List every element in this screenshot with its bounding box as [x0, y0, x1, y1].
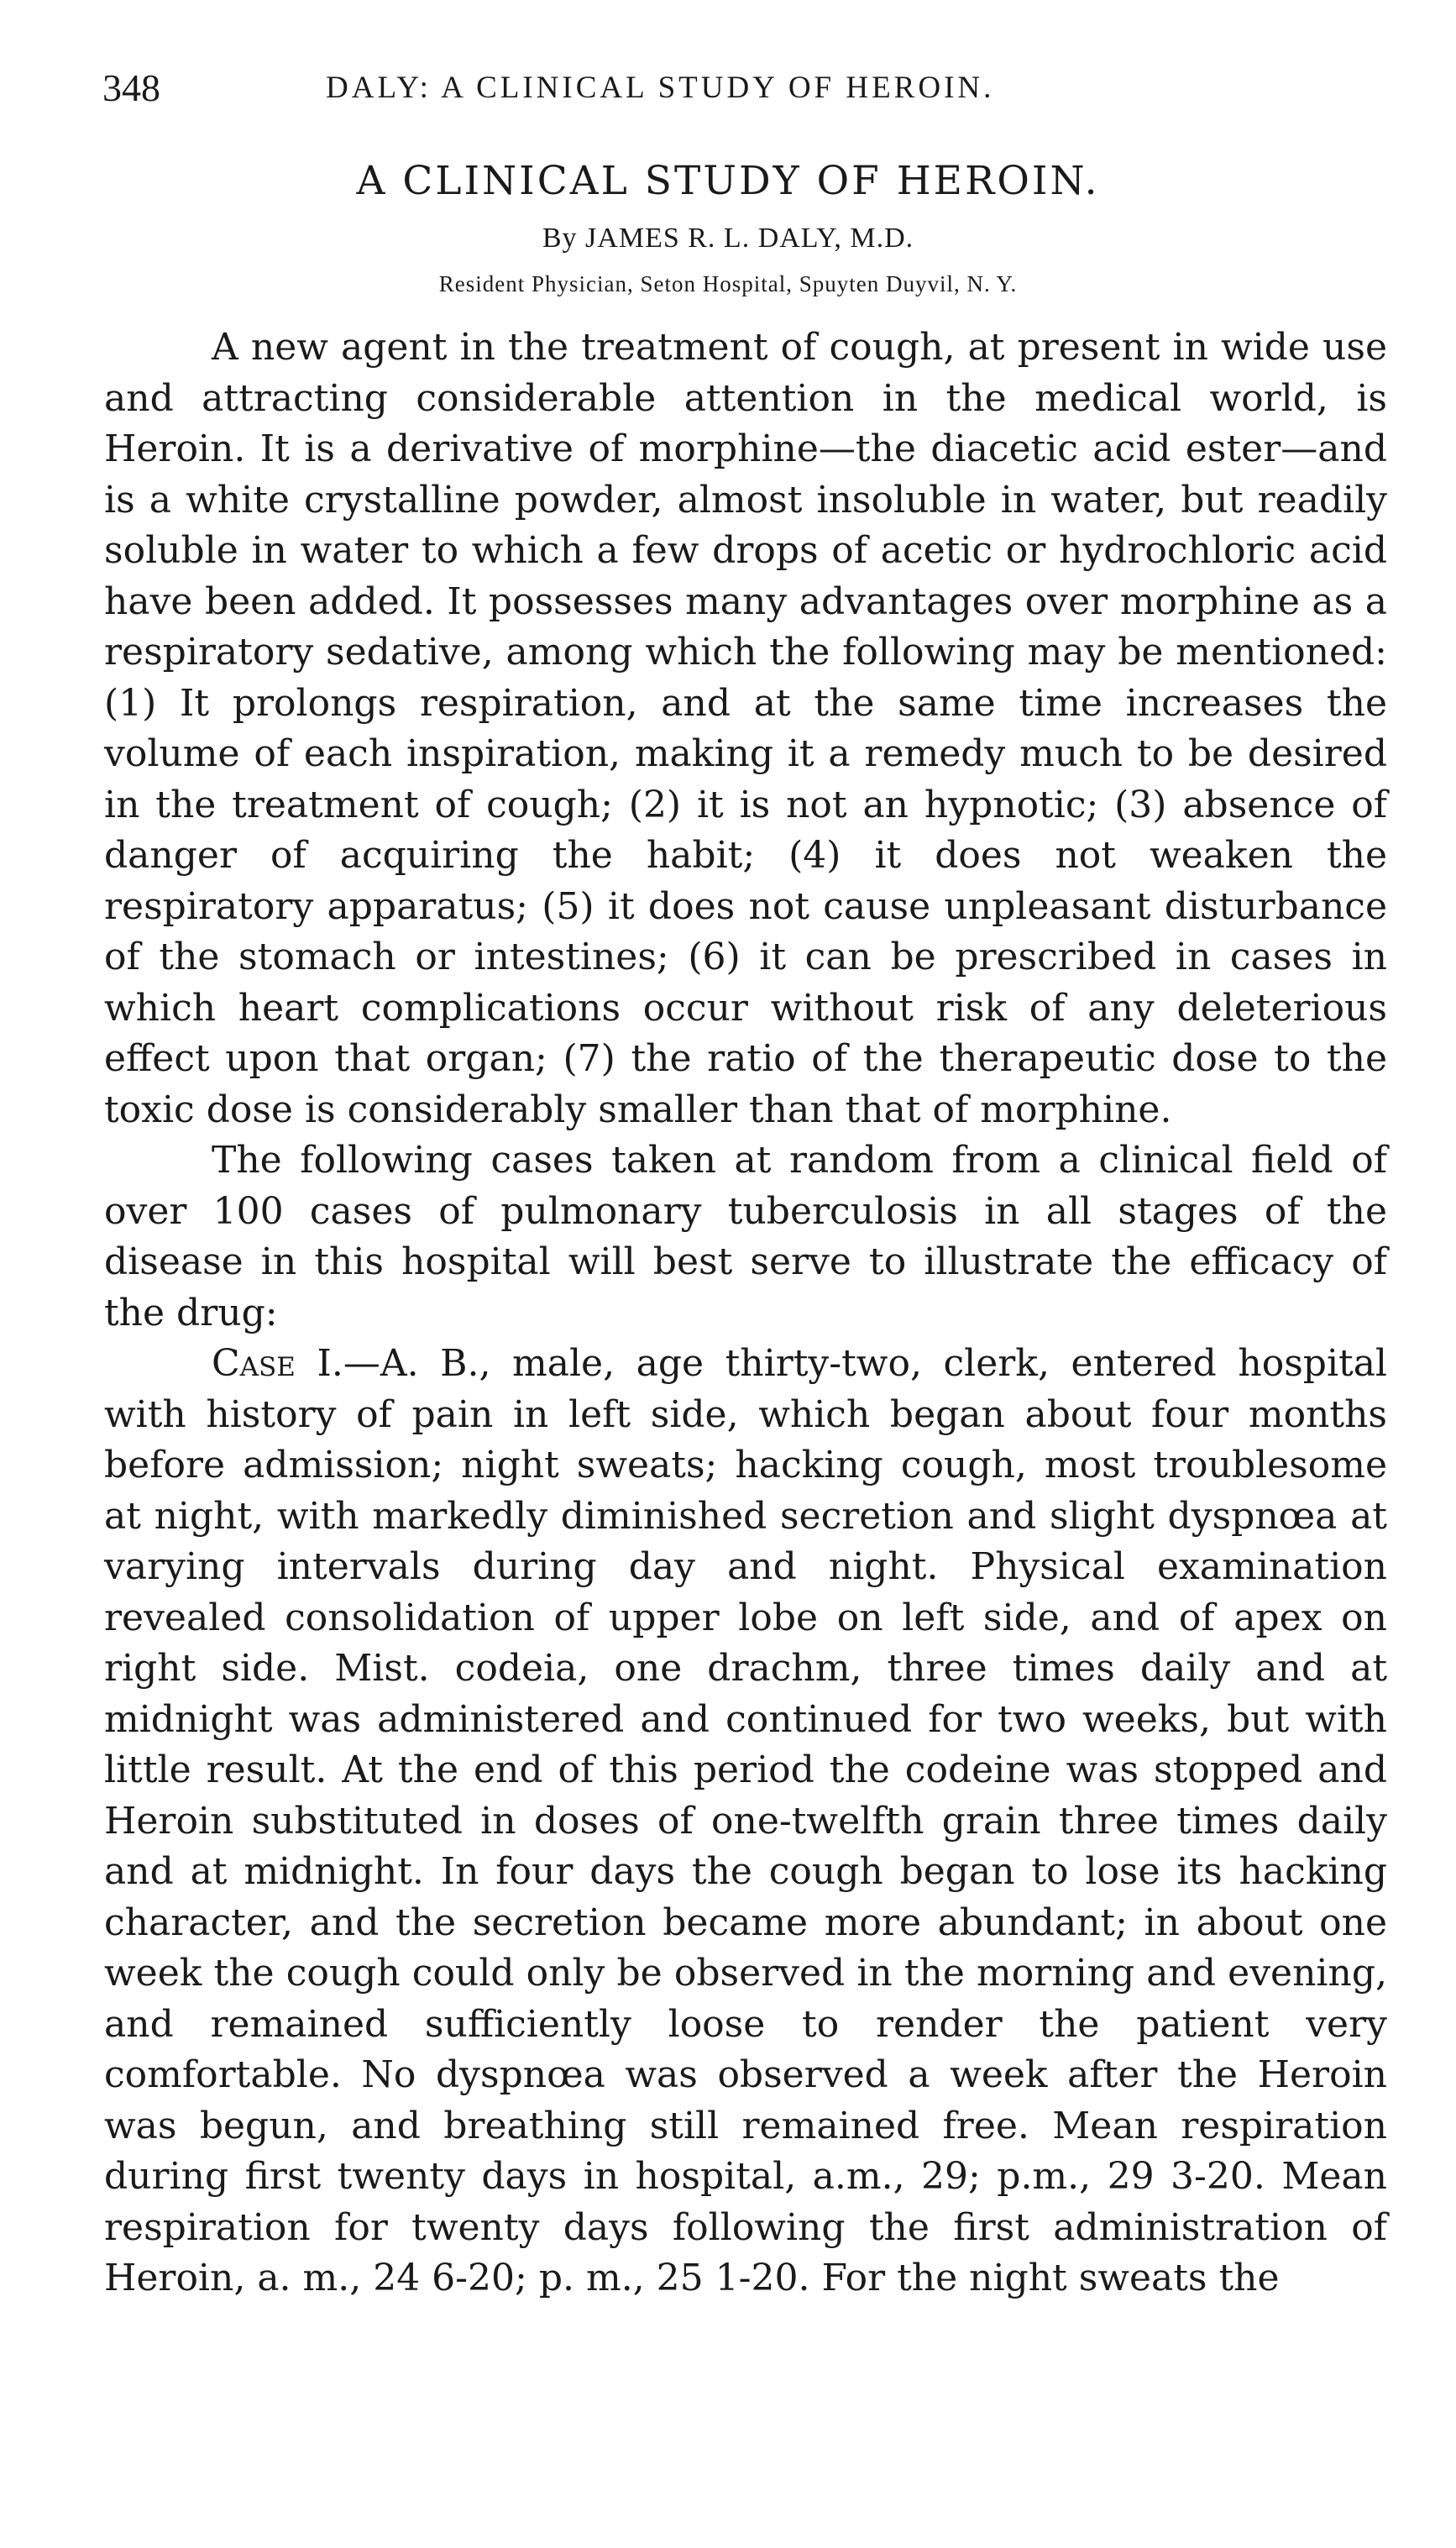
author-affiliation: Resident Physician, Seton Hospital, Spuyten Duyvil, N. Y.	[438, 271, 1018, 296]
case-1-label: Case I.	[212, 1342, 343, 1385]
running-title: DALY: A CLINICAL STUDY OF HEROIN.	[326, 71, 995, 105]
running-head	[102, 59, 1295, 118]
author-byline: By JAMES R. L. DALY, M.D.	[542, 223, 914, 254]
intro-paragraph: A new agent in the treatment of cough, at present in wide use and attracting considerable attention in the medical world, is Heroin. It is a derivative of morphine—the diacetic acid ester—and is a white crystalline powder, almost insoluble in water, but readily soluble in water to which a few drops of acetic or hydrochloric acid have been added. It possesses many advantages over morphine as a respiratory sedative, among which the following may be mentioned: (1) It prolongs respiration, and at the same time increases the volume of each inspiration, making it a remedy much to be desired in the treatment of cough; (2) it is not an hypnotic; (3) absence of danger of acquiring the habit; (4) it does not weaken the respiratory apparatus; (5) it does not cause unpleasant disturbance of the stomach or intestines; (6) it can be prescribed in cases in which heart complications occur without risk of any deleterious effect upon that organ; (7) the ratio of the therapeutic dose to the toxic dose is considerably smaller than that of morphine.	[104, 326, 1387, 1131]
article-body	[104, 322, 1387, 2304]
article-title: A CLINICAL STUDY OF HEROIN.	[356, 158, 1100, 204]
case-1-paragraph	[104, 1339, 1387, 2304]
cases-intro-paragraph: The following cases taken at random from a clinical field of over 100 cases of pulmonary tuberculosis in all stages of the disease in this hospital will best serve to illustrate the efficacy of the drug:	[104, 1139, 1387, 1334]
case-1-text: —A. B., male, age thirty-two, clerk, entered hospital with history of pain in left side, which began about four months before admission; night sweats; hacking cough, most troublesome at night, with markedly diminished secretion and slight dyspnœa at varying intervals during day and night. Physical examination revealed consolidation of upper lobe on left side, and of apex on right side. Mist. codeia, one drachm, three times daily and at midnight was administered and continued for two weeks, but with little result. At the end of this period the codeine was stopped and Heroin substituted in doses of one-twelfth grain three times daily and at midnight. In four days the cough began to lose its hacking character, and the secretion became more abundant; in about one week the cough could only be observed in the morning and evening, and remained sufficiently loose to render the patient very comfortable. No dyspnœa was observed a week after the Heroin was begun, and breathing still remained free. Mean respiration during first twenty days in hospital, a.m., 29; p.m., 29 3-20. Mean respiration for twenty days following the first administration of Heroin, a. m., 24 6-20; p. m., 25 1-20. For the night sweats the	[104, 1342, 1387, 2299]
page-number: 348	[102, 66, 160, 109]
